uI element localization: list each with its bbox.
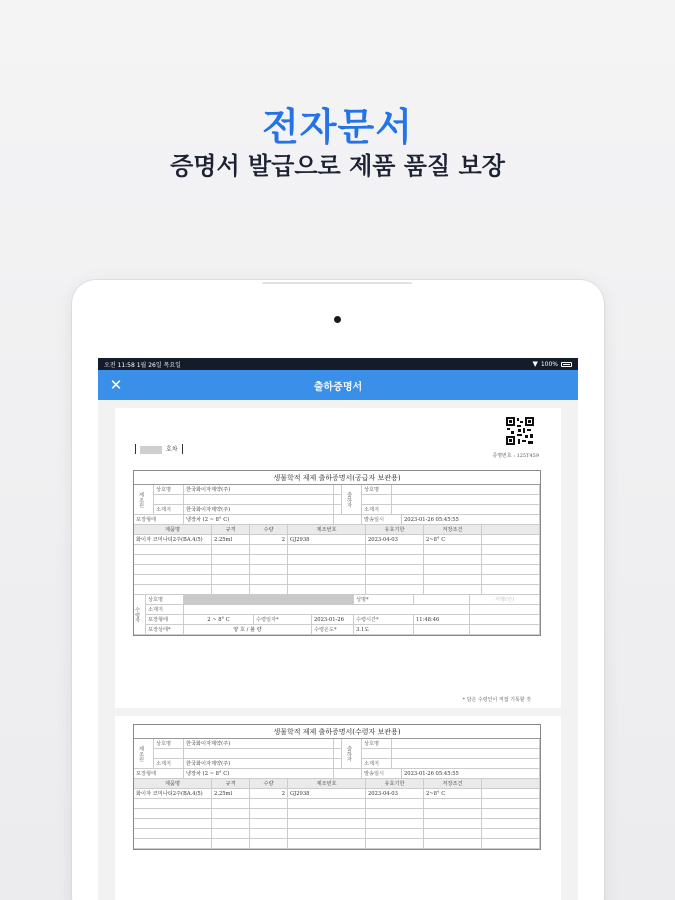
cell-extra: [482, 535, 540, 545]
receiver-label: 출하자: [342, 485, 362, 515]
spacer: [334, 515, 362, 525]
receiver-label: 출하자: [342, 739, 362, 769]
vehicle-tag: [135, 444, 183, 454]
cell-product: 화이자 코미나티2주(BA.4/5): [134, 789, 212, 799]
cell-qty: 2: [250, 789, 288, 799]
col-expiry: 유효기한: [366, 525, 424, 535]
cell-lot: GJ2938: [288, 789, 366, 799]
col-lot: 제조번호: [288, 525, 366, 535]
packing-value: 양 호 / 불 량: [184, 625, 312, 635]
col-extra: [482, 779, 540, 789]
shipping-row: [134, 769, 540, 779]
recv-time-value: 11:48:46: [414, 615, 470, 625]
spacer: [334, 769, 362, 779]
spacer: [184, 495, 334, 505]
recv-name-value: [414, 595, 470, 605]
signature-box: 서명(인): [470, 595, 540, 605]
form-title: 생물학적 제제 출하증명서(수령자 보관용): [134, 725, 540, 739]
supplier-label: 제조원: [134, 739, 154, 769]
supplier-copy-form: [133, 470, 541, 636]
party-info: [134, 739, 540, 769]
packing-label: 포장상태*: [146, 625, 184, 635]
supplier-label: 제조원: [134, 485, 154, 515]
temp-value: 3.1도: [354, 625, 414, 635]
recv-time-label: 수령시간*: [354, 615, 414, 625]
spacer: [334, 749, 342, 759]
recv-company-label: 상호명: [146, 595, 184, 605]
cell-extra: [482, 789, 540, 799]
cell-spec: 2.25ml: [212, 789, 250, 799]
cell-storage: 2~8° C: [424, 789, 482, 799]
spacer: [362, 495, 392, 505]
spacer: [470, 605, 540, 615]
storage-value: 냉장차 (2 ~ 8° C): [184, 769, 334, 779]
col-spec: 규격: [212, 779, 250, 789]
recv-name-label: 성명*: [354, 595, 414, 605]
spacer: [470, 625, 540, 635]
storage-label: 포장형태: [134, 515, 184, 525]
status-date: 1월 26일 목요일: [136, 361, 181, 369]
receiver-address-value: [392, 759, 540, 769]
spacer: [334, 495, 342, 505]
address-value: 한국화이자제약(주): [184, 505, 334, 515]
spacer: [154, 749, 184, 759]
receiver-address-label: 소재지: [362, 759, 392, 769]
certificate-number: 증명번호 : 125T459: [492, 453, 539, 459]
recv-company-value: [184, 595, 354, 605]
qr-code: [505, 416, 535, 446]
col-qty: 수량: [250, 779, 288, 789]
ship-time-value: 2023-01-26 05:45:55: [402, 515, 540, 525]
cell-expiry: 2023-04-03: [366, 535, 424, 545]
recv-storage-label: 포장형태: [146, 615, 184, 625]
company-value: 한국화이자제약(주): [184, 485, 334, 495]
items-table: [134, 779, 540, 849]
col-spec: 규격: [212, 525, 250, 535]
cell-expiry: 2023-04-03: [366, 789, 424, 799]
receiver-copy-form: [133, 724, 541, 850]
wifi-icon: ▼: [532, 360, 538, 368]
address-value: 한국화이자제약(주): [184, 759, 334, 769]
spacer: [470, 615, 540, 625]
form-title: 생물학적 제제 출하증명서(공급자 보관용): [134, 471, 540, 485]
app-screen: [98, 358, 578, 900]
promo-headline: 전자문서: [262, 105, 413, 149]
col-storage: 저장조건: [424, 779, 482, 789]
app-bar-title: 출하증명서: [313, 381, 363, 393]
ship-time-value: 2023-01-26 05:45:55: [402, 769, 540, 779]
receiver-company-label: 상호명: [362, 485, 392, 495]
spacer: [334, 739, 342, 749]
recv-date-label: 수령일자*: [254, 615, 312, 625]
col-product: 제품명: [134, 525, 212, 535]
app-bar: [98, 370, 578, 400]
col-expiry: 유효기한: [366, 779, 424, 789]
battery-icon: [561, 362, 572, 367]
tablet-frame: [72, 280, 604, 900]
vehicle-number-blank: [140, 446, 162, 454]
camera-dot: [334, 316, 341, 323]
promo-subline: 증명서 발급으로 제품 품질 보장: [170, 152, 505, 180]
receiver-address-label: 소재지: [362, 505, 392, 515]
receiver-section-label: 수령자: [134, 595, 146, 635]
storage-value: 냉장차 (2 ~ 8° C): [184, 515, 334, 525]
document-page-2: [115, 716, 561, 900]
address-label: 소재지: [154, 505, 184, 515]
receiver-company-value: [392, 739, 540, 749]
ship-time-label: 발송일시: [362, 769, 402, 779]
spacer: [362, 749, 392, 759]
footnote: * 담은 수령인이 직접 기록할 것: [462, 697, 531, 703]
temp-label: 수령온도*: [312, 625, 354, 635]
receiver-section: [134, 595, 540, 635]
recv-address-value: [184, 605, 470, 615]
recv-date-value: 2023-01-26: [312, 615, 354, 625]
spacer: [392, 495, 540, 505]
document-viewer[interactable]: [98, 400, 578, 900]
spacer: [184, 749, 334, 759]
vehicle-tag-label: 호차: [166, 446, 178, 453]
ship-time-label: 발송일시: [362, 515, 402, 525]
cell-spec: 2.25ml: [212, 535, 250, 545]
spacer: [392, 749, 540, 759]
spacer: [154, 495, 184, 505]
company-label: 상호명: [154, 739, 184, 749]
tablet-top-edge: [262, 282, 412, 284]
receiver-company-value: [392, 485, 540, 495]
document-page-1: [115, 408, 561, 708]
spacer: [334, 485, 342, 495]
spacer: [334, 759, 342, 769]
spacer: [414, 625, 470, 635]
col-storage: 저장조건: [424, 525, 482, 535]
status-time: 오전 11:58: [104, 361, 135, 369]
status-bar: [98, 358, 578, 370]
company-value: 한국화이자제약(주): [184, 739, 334, 749]
storage-label: 포장형태: [134, 769, 184, 779]
party-info: [134, 485, 540, 515]
battery-percent: 100%: [540, 360, 558, 368]
col-qty: 수량: [250, 525, 288, 535]
col-extra: [482, 525, 540, 535]
items-table: [134, 525, 540, 595]
cell-product: 화이자 코미나티2주(BA.4/5): [134, 535, 212, 545]
receiver-address-value: [392, 505, 540, 515]
close-icon[interactable]: ✕: [109, 376, 123, 394]
shipping-row: [134, 515, 540, 525]
cell-lot: GJ2938: [288, 535, 366, 545]
col-lot: 제조번호: [288, 779, 366, 789]
address-label: 소재지: [154, 759, 184, 769]
cell-storage: 2~8° C: [424, 535, 482, 545]
recv-address-label: 소재지: [146, 605, 184, 615]
cell-qty: 2: [250, 535, 288, 545]
company-label: 상호명: [154, 485, 184, 495]
col-product: 제품명: [134, 779, 212, 789]
recv-storage-value: 2 ~ 8° C: [184, 615, 254, 625]
receiver-company-label: 상호명: [362, 739, 392, 749]
spacer: [334, 505, 342, 515]
